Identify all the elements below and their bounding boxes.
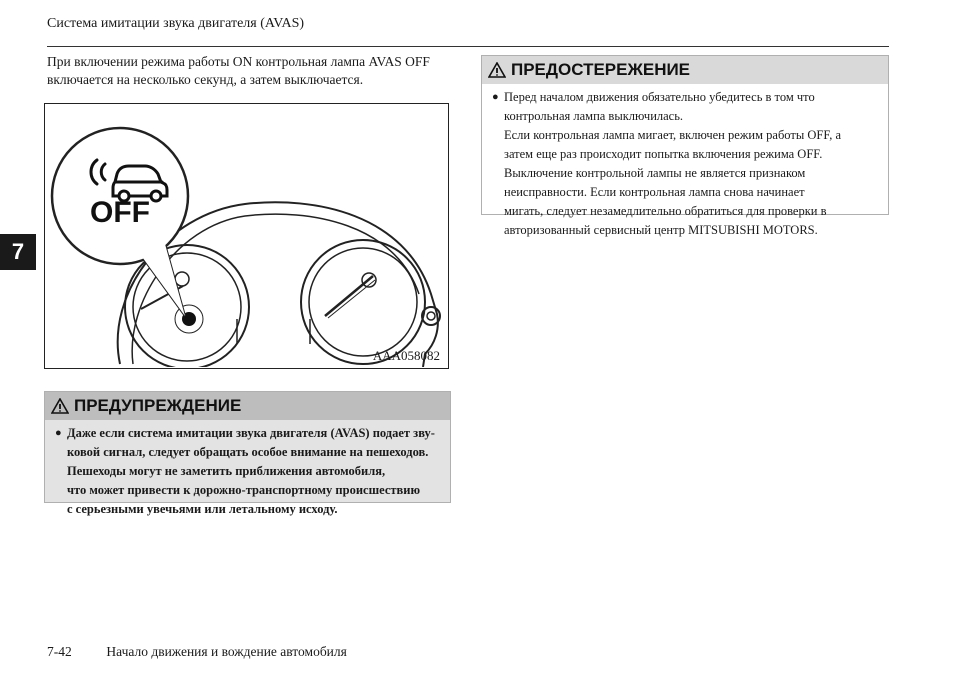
caution-line: затем еще раз происходит попытка включения режима OFF. (504, 147, 823, 161)
chapter-tab: 7 (0, 234, 36, 270)
caution-line: авторизованный сервисный центр MITSUBISHI MOTORS. (504, 223, 818, 237)
warning-line: с серьезными увечьями или летальному исходу. (67, 502, 338, 516)
caution-line: Если контрольная лампа мигает, включен режим работы OFF, а (504, 128, 842, 142)
page-footer (47, 644, 347, 660)
bullet-icon: ● (55, 427, 62, 439)
warning-line: ковой сигнал, следует обращать особое внимание на пешеходов. (67, 445, 429, 459)
figure-code: AAA058082 (372, 348, 440, 363)
warning-box (44, 391, 451, 516)
intro-paragraph: При включении режима работы ON контрольная лампа AVAS OFF включается на несколько секунд, а затем выключается. (47, 54, 430, 87)
bullet-icon: ● (492, 91, 499, 103)
warning-line: что может привести к дорожно-транспортному происшествию (67, 483, 421, 497)
caution-line: Выключение контрольной лампы не является признаком (504, 166, 806, 180)
avas-off-text: OFF (90, 196, 150, 229)
warning-triangle-icon (51, 398, 69, 414)
warning-text (45, 420, 450, 527)
caution-line: Перед началом движения обязательно убедитесь в том что (504, 90, 815, 104)
caution-line: контрольная лампа выключилась. (504, 109, 684, 123)
instrument-cluster-illustration (45, 104, 447, 367)
warning-line: Даже если система имитации звука двигателя (AVAS) подает зву- (67, 426, 435, 440)
page-number: 7-42 (47, 644, 72, 659)
header-rule (47, 46, 889, 47)
warning-line: Пешеходы могут не заметить приближения автомобиля, (67, 464, 386, 478)
warning-title: ПРЕДУПРЕЖДЕНИЕ (74, 396, 242, 415)
caution-title: ПРЕДОСТЕРЕЖЕНИЕ (511, 60, 691, 79)
caution-triangle-icon (488, 62, 506, 78)
caution-header (482, 56, 888, 84)
running-header: Система имитации звука двигателя (AVAS) (47, 16, 305, 31)
caution-text (482, 84, 888, 248)
caution-line: мигать, следует незамедлительно обратиться для проверки в (504, 204, 827, 218)
caution-box (481, 55, 889, 237)
warning-header (45, 392, 450, 420)
caution-line: неисправности. Если контрольная лампа снова начинает (504, 185, 805, 199)
footer-section-title: Начало движения и вождение автомобиля (106, 644, 347, 659)
instrument-cluster-figure (44, 103, 449, 369)
